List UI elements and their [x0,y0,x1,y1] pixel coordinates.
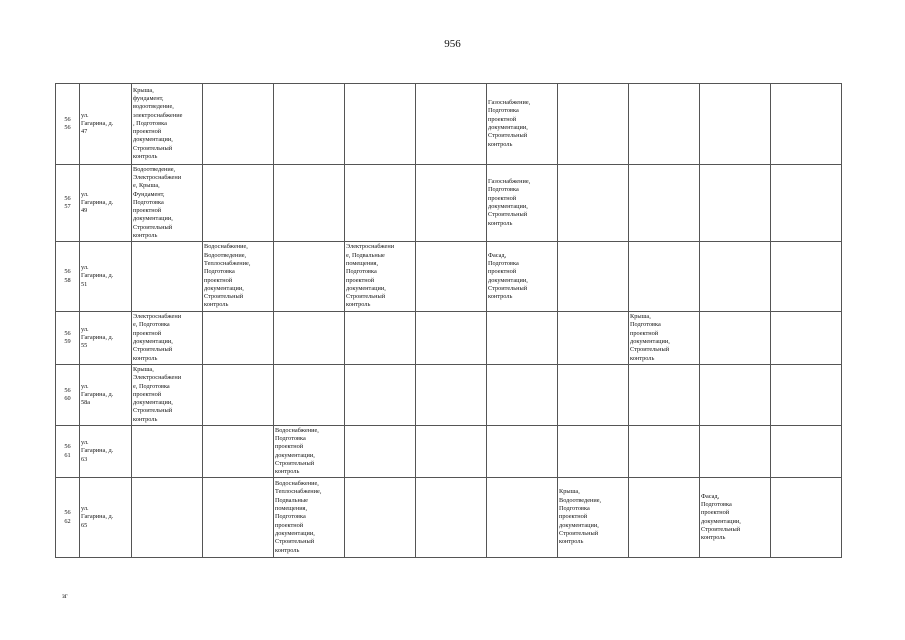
work-description: Водоотведение, Электроснабжени е, Крыша, Фундамент, Подготовка проектной документации, Строительный контроль [133,165,182,240]
work-cell [771,426,842,478]
work-cell [345,312,416,365]
work-cell [345,426,416,478]
work-description: Электроснабжени е, Подвальные помещения, Подготовка проектной документации, Строительный контроль [346,243,395,309]
work-description: Крыша, Водоотведение, Подготовка проектной документации, Строительный контроль [559,488,602,546]
work-cell [416,242,487,312]
work-cell [416,365,487,426]
work-cell [558,165,629,242]
work-description: Водоснабжение, Подготовка проектной документации, Строительный контроль [275,426,319,476]
work-cell [416,312,487,365]
work-cell [771,165,842,242]
work-cell [203,365,274,426]
work-description: Газоснабжение, Подготовка проектной документации, Строительный контроль [488,99,531,148]
work-cell [487,426,558,478]
work-cell [771,365,842,426]
work-cell [629,84,700,165]
work-cell [487,312,558,365]
work-cell [203,242,274,312]
table-row [56,426,842,478]
work-cell [345,165,416,242]
work-cell [487,165,558,242]
table-row [56,165,842,242]
work-description: Крыша, фундамент, водоотведение, электроснабжение , Подготовка проектной документации, Строительный контроль [133,86,183,161]
work-cell [274,84,345,165]
work-cell [416,165,487,242]
address-cell [80,242,132,312]
work-description: Водоснабжение, Теплоснабжение, Подвальные помещения, Подготовка проектной документации, Строительный контроль [275,480,322,554]
work-cell [700,478,771,558]
work-cell [274,242,345,312]
work-cell [132,426,203,478]
work-cell [629,478,700,558]
address-text: ул. Гагарина, д. 49 [81,190,114,215]
work-cell [132,165,203,242]
row-number-cell [56,426,80,478]
row-number: 56 56 [64,115,71,131]
work-cell [274,426,345,478]
table-row [56,242,842,312]
work-cell [629,242,700,312]
work-cell [274,165,345,242]
address-text: ул. Гагарина, д. 65 [81,505,114,529]
work-cell [274,312,345,365]
page-number: 956 [444,38,461,50]
work-cell [487,242,558,312]
work-cell [558,426,629,478]
table-row [56,365,842,426]
work-cell [558,365,629,426]
address-text: ул. Гагарина, д. 63 [81,439,114,463]
work-cell [629,165,700,242]
work-description: Фасад, Подготовка проектной документации, Строительный контроль [701,492,741,542]
work-cell [203,478,274,558]
table-row [56,84,842,165]
work-cell [132,365,203,426]
row-number-cell [56,478,80,558]
address-cell [80,165,132,242]
work-cell [487,365,558,426]
address-cell [80,365,132,426]
work-cell [274,478,345,558]
table-row [56,312,842,365]
work-cell [345,365,416,426]
work-cell [629,312,700,365]
work-cell [700,165,771,242]
work-description: Водоснабжение, Водоотведение, Теплоснабжение, Подготовка проектной документации, Строительный контроль [204,243,251,309]
row-number-cell [56,312,80,365]
work-description: Газоснабжение, Подготовка проектной документации, Строительный контроль [488,178,531,227]
work-cell [771,478,842,558]
work-description: Электроснабжени е, Подготовка проектной документации, Строительный контроль [133,313,182,362]
work-cell [132,312,203,365]
work-description: Фасад, Подготовка проектной документации, Строительный контроль [488,251,528,301]
work-cell [771,242,842,312]
address-cell [80,478,132,558]
work-description: Крыша, Подготовка проектной документации, Строительный контроль [630,313,670,362]
address-text: ул. Гагарина, д. 47 [81,111,114,136]
work-cell [700,242,771,312]
work-cell [771,84,842,165]
repair-schedule-table [55,83,842,558]
footer-mark: зг [62,592,68,600]
row-number: 56 62 [64,509,71,525]
table-row [56,478,842,558]
work-cell [558,312,629,365]
work-cell [203,312,274,365]
work-cell [345,242,416,312]
work-cell [416,84,487,165]
work-cell [700,312,771,365]
work-cell [203,426,274,478]
work-cell [629,426,700,478]
work-cell [203,165,274,242]
row-number: 56 59 [64,329,71,345]
work-description: Крыша, Электроснабжени е, Подготовка проектной документации, Строительный контроль [133,365,182,423]
work-cell [629,365,700,426]
address-text: ул. Гагарина, д. 51 [81,264,114,288]
work-cell [416,426,487,478]
row-number-cell [56,165,80,242]
work-cell [416,478,487,558]
address-cell [80,426,132,478]
work-cell [700,365,771,426]
address-cell [80,84,132,165]
work-cell [700,426,771,478]
work-cell [132,242,203,312]
work-cell [558,242,629,312]
row-number-cell [56,84,80,165]
work-cell [345,84,416,165]
work-cell [558,478,629,558]
address-text: ул. Гагарина, д. 58а [81,382,114,407]
work-cell [700,84,771,165]
work-cell [345,478,416,558]
work-cell [487,84,558,165]
address-text: ул. Гагарина, д. 55 [81,325,114,350]
row-number: 56 58 [64,268,71,284]
row-number-cell [56,365,80,426]
row-number: 56 57 [64,194,71,210]
row-number: 56 60 [64,386,71,402]
work-cell [274,365,345,426]
work-cell [203,84,274,165]
work-cell [771,312,842,365]
address-cell [80,312,132,365]
row-number-cell [56,242,80,312]
work-cell [132,478,203,558]
work-cell [132,84,203,165]
work-cell [558,84,629,165]
work-cell [487,478,558,558]
row-number: 56 61 [64,443,71,459]
